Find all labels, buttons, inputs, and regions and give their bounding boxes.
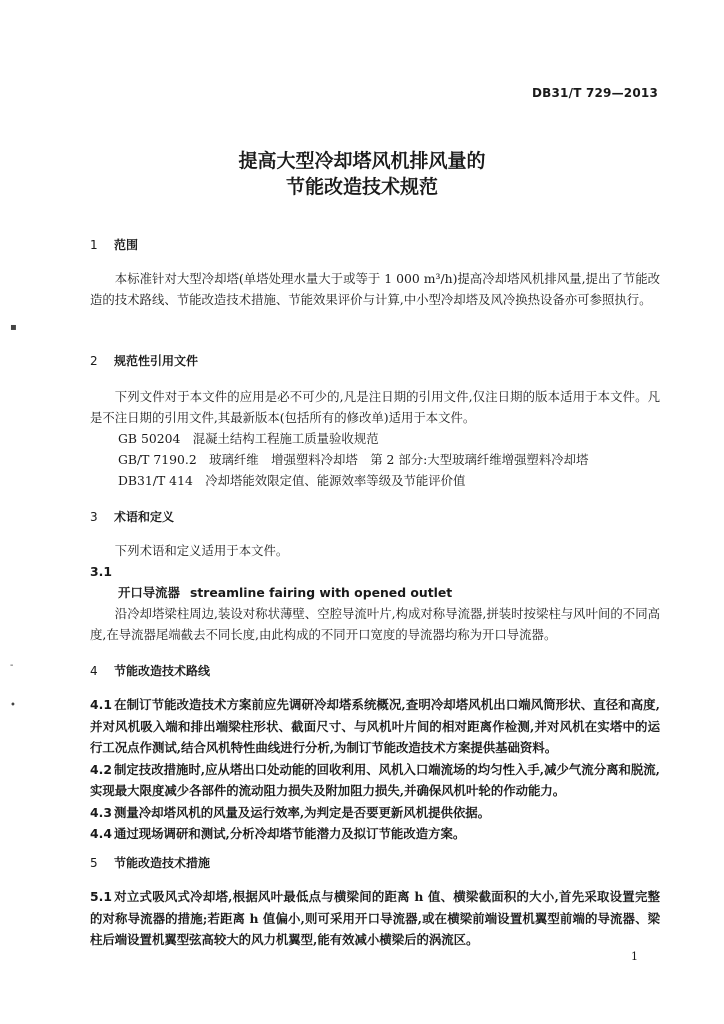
section-number: 2 (90, 354, 98, 368)
section-heading-5 (90, 854, 210, 871)
clause (90, 886, 660, 951)
term-entry (90, 582, 660, 603)
section-title: 节能改造技术措施 (114, 856, 211, 870)
paragraph: 本标准针对大型冷却塔(单塔处理水量大于或等于 1 000 m³/h)提高冷却塔风机排风量,提出了节能改造的技术路线、节能改造技术措施、节能效果评价与计算,中小型冷却塔及风冷换热设备亦可参照执行。 (90, 271, 660, 307)
section-body-2 (90, 386, 660, 491)
scan-mark: - (10, 660, 14, 671)
term-chinese: 开口导流器 (118, 585, 180, 600)
clause-number: 5.1 (90, 889, 112, 904)
section-number: 1 (90, 238, 98, 252)
section-title: 术语和定义 (114, 510, 175, 524)
clause-text: 制定技改措施时,应从塔出口处动能的回收利用、风机入口端流场的均匀性入手,减少气流分离和脱流,实现最大限度减少各部件的流动阻力损失及附加阻力损失,并确保风机叶轮的作动能力。 (90, 761, 660, 798)
section-body-5 (90, 886, 660, 951)
section-body-3 (90, 540, 660, 645)
section-heading-4 (90, 662, 210, 679)
title-line-2: 节能改造技术规范 (285, 176, 438, 198)
section-body-1 (90, 268, 660, 310)
clause-text: 通过现场调研和测试,分析冷却塔节能潜力及拟订节能改造方案。 (114, 826, 466, 841)
section-title: 节能改造技术路线 (114, 664, 211, 678)
clause (90, 802, 660, 824)
section-number: 4 (90, 664, 98, 678)
clause-number: 4.1 (90, 697, 112, 712)
clause-number: 4.2 (90, 761, 112, 777)
clause (90, 759, 660, 802)
section-body-4 (90, 694, 660, 845)
paragraph: 下列术语和定义适用于本文件。 (114, 543, 289, 558)
clause-text: 测量冷却塔风机的风量及运行效率,为判定是否要更新风机提供依据。 (114, 804, 491, 820)
clause-text: 在制订节能改造技术方案前应先调研冷却塔系统概况,查明冷却塔风机出口端风筒形状、直径和高度,并对风机吸入端和排出端梁柱形状、截面尺寸、与风机叶片间的相对距离作检测,并对风机在实塔中的运行工况点作测试,结合风机特性曲线进行分析,为制订节能改造技术方案提供基础资料。 (90, 697, 660, 755)
clause-text: 对立式吸风式冷却塔,根据风叶最低点与横梁间的距离 h 值、横梁截面积的大小,首先采取设置完整的对称导流器的措施;若距离 h 值偏小,则可采用开口导流器,或在横梁前端设置机翼型前端的导流器、梁柱后端设置机翼型弦高较大的风力机翼型,能有效减小横梁后的涡流区。 (90, 889, 660, 947)
reference-item: DB31/T 414 冷却塔能效限定值、能源效率等级及节能评价值 (118, 473, 466, 488)
section-number: 5 (90, 856, 98, 870)
section-heading-2 (90, 352, 198, 369)
reference-item: GB/T 7190.2 玻璃纤维 增强塑料冷却塔 第 2 部分:大型玻璃纤维增强塑料冷却塔 (118, 452, 589, 467)
term-definition: 沿冷却塔梁柱周边,装设对称状薄壁、空腔导流叶片,构成对称导流器,拼装时按梁柱与风叶间的不同高度,在导流器尾端截去不同长度,由此构成的不同开口宽度的导流器均称为开口导流器。 (90, 606, 660, 642)
clause (90, 694, 660, 759)
section-title: 规范性引用文件 (114, 354, 199, 368)
section-heading-1 (90, 236, 138, 253)
clause-number: 4.3 (90, 804, 112, 820)
scan-mark: ▪ (10, 322, 17, 333)
document-title (0, 148, 724, 200)
clause (90, 823, 660, 845)
section-title: 范围 (114, 238, 139, 252)
paragraph: 下列文件对于本文件的应用是必不可少的,凡是注日期的引用文件,仅注日期的版本适用于本文件。凡是不注日期的引用文件,其最新版本(包括所有的修改单)适用于本文件。 (90, 389, 660, 425)
clause-number: 4.4 (90, 826, 112, 841)
page-number: 1 (631, 950, 638, 963)
section-number: 3 (90, 510, 98, 524)
term-english: streamline fairing with opened outlet (189, 585, 453, 600)
reference-item: GB 50204 混凝土结构工程施工质量验收规范 (118, 431, 379, 446)
title-line-1: 提高大型冷却塔风机排风量的 (238, 150, 486, 172)
scan-mark: • (10, 700, 16, 711)
term-number: 3.1 (90, 564, 112, 579)
standard-code: DB31/T 729—2013 (532, 86, 658, 100)
section-heading-3 (90, 508, 174, 525)
